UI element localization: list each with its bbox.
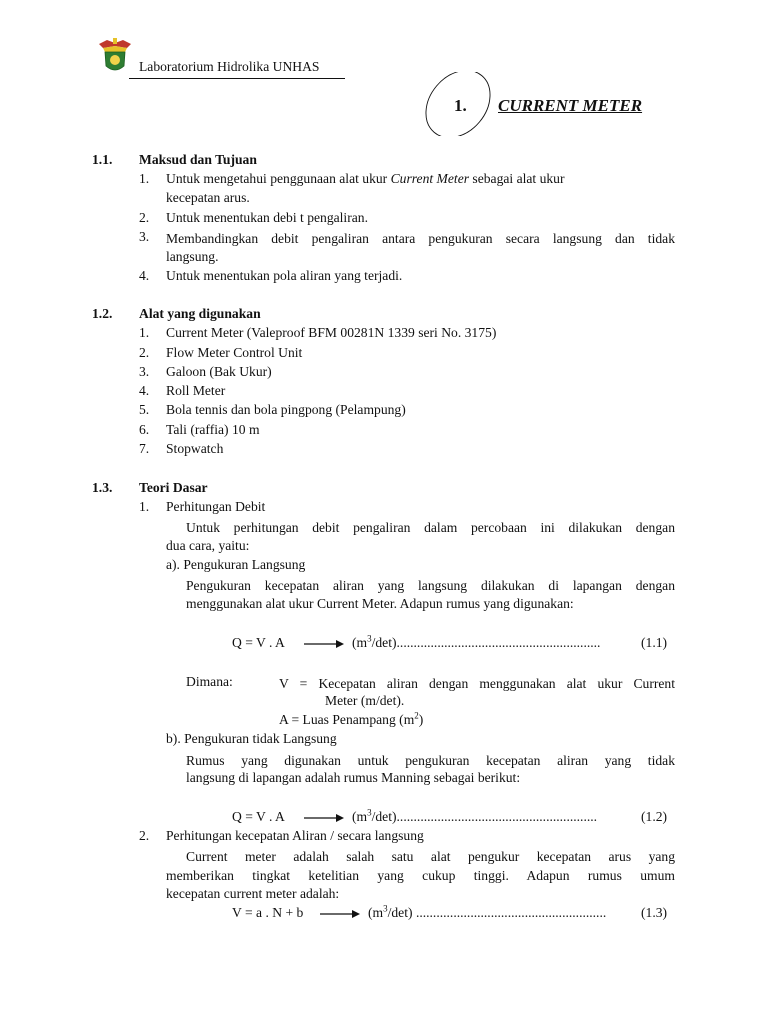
list-item-text: Stopwatch <box>166 441 224 456</box>
equation-reference: (1.1) <box>641 635 668 650</box>
list-item-number: 2. <box>139 210 150 225</box>
list-item-number: 1. <box>139 171 150 186</box>
section-1-1-title: Maksud dan Tujuan <box>139 152 257 167</box>
paragraph-line: Rumus yang digunakan untuk pengukuran kecepatan aliran yang tidak <box>186 753 675 768</box>
list-item-number: 6. <box>139 422 150 437</box>
list-item-number: 2. <box>139 345 150 360</box>
equation-lhs: Q = V . A <box>232 635 285 650</box>
list-item-text: Untuk menentukan debi t pengaliran. <box>166 210 368 225</box>
chapter-number: 1. <box>454 96 467 115</box>
list-item-number: 7. <box>139 441 150 456</box>
section-1-1-number: 1.1. <box>92 152 113 167</box>
paragraph-line: langsung di lapangan adalah rumus Manning sebagai berikut: <box>186 770 521 785</box>
list-item-text: Bola tennis dan bola pingpong (Pelampung) <box>166 402 406 417</box>
equation-leader-dots: ........................................................... <box>396 809 598 824</box>
subsection-a-title: a). Pengukuran Langsung <box>166 557 306 572</box>
list-item-text: Flow Meter Control Unit <box>166 345 303 360</box>
list-item-number: 1. <box>139 325 150 340</box>
list-item-text: Roll Meter <box>166 383 226 398</box>
subsection-b-title: b). Pengukuran tidak Langsung <box>166 731 337 746</box>
lab-name: Laboratorium Hidrolika UNHAS <box>139 59 320 74</box>
paragraph-line: dua cara, yaitu: <box>166 538 250 553</box>
chapter-title: CURRENT METER <box>498 96 643 115</box>
equation-unit: $(m^3/\det)$............................................................ <box>352 633 601 650</box>
list-item-number: 4. <box>139 383 150 398</box>
list-item-text: Galoon (Bak Ukur) <box>166 364 272 379</box>
equation-reference: (1.2) <box>641 809 668 824</box>
section-1-3-number: 1.3. <box>92 480 113 495</box>
paragraph-line: Pengukuran kecepatan aliran yang langsung dilakukan di lapangan dengan <box>186 578 675 593</box>
section-1-2-number: 1.2. <box>92 306 113 321</box>
list-item-text: Untuk mengetahui penggunaan alat ukur Current Meter sebagai alat ukur <box>166 171 565 186</box>
list-item-number: 2. <box>139 828 150 843</box>
list-item-text: Membandingkan debit pengaliran antara pengukuran secara langsung dan tidak <box>166 231 675 246</box>
header-underline <box>129 78 345 79</box>
paragraph-line: Current meter adalah salah satu alat pengukur kecepatan arus yang <box>186 849 675 864</box>
equation-leader-dots: ............................................................ <box>396 635 601 650</box>
paragraph-line: memberikan tingkat ketelitian yang cukup tinggi. Adapun rumus umum <box>166 868 675 883</box>
equation-lhs: V = a . N + b <box>232 905 304 920</box>
paragraph-line: Untuk perhitungan debit pengaliran dalam percobaan ini dilakukan dengan <box>186 520 675 535</box>
list-item-number: 3. <box>139 364 150 379</box>
equation-reference: (1.3) <box>641 905 668 920</box>
paragraph-line: menggunakan alat ukur Current Meter. Adapun rumus yang digunakan: <box>186 596 574 611</box>
equation-unit: $(m^3/\det)$........................................................... <box>352 807 598 824</box>
arrow-right-icon <box>304 812 344 824</box>
subsection-title: Perhitungan kecepatan Aliran / secara langsung <box>166 828 424 843</box>
arrow-right-icon <box>320 908 360 920</box>
list-item-text-cont: kecepatan arus. <box>166 190 250 205</box>
list-item-text: Tali (raffia) 10 m <box>166 422 260 437</box>
list-item-number: 3. <box>139 229 150 244</box>
arrow-right-icon <box>304 638 344 650</box>
definition-a: A = Luas Penampang $(m^2)$ <box>279 710 424 727</box>
equation-leader-dots: ........................................................ <box>415 905 607 920</box>
unhas-logo-icon <box>97 36 133 76</box>
definition-v: V = Kecepatan aliran dengan menggunakan alat ukur Current <box>279 676 675 691</box>
list-item-text-cont: langsung. <box>166 249 219 264</box>
section-1-3-title: Teori Dasar <box>139 480 208 495</box>
subsection-title: Perhitungan Debit <box>166 499 266 514</box>
equation-lhs: Q = V . A <box>232 809 285 824</box>
list-item-number: 1. <box>139 499 150 514</box>
equation-unit: $(m^3/\det)$ ........................................................ <box>368 903 607 920</box>
list-item-number: 5. <box>139 402 150 417</box>
list-item-number: 4. <box>139 268 150 283</box>
section-1-2-title: Alat yang digunakan <box>139 306 261 321</box>
list-item-text: Untuk menentukan pola aliran yang terjadi. <box>166 268 403 283</box>
definition-v-cont: Meter (m/det). <box>325 693 405 708</box>
paragraph-line: kecepatan current meter adalah: <box>166 886 340 901</box>
list-item-text: Current Meter (Valeproof BFM 00281N 1339 seri No. 3175) <box>166 325 497 340</box>
definition-label: Dimana: <box>186 674 233 689</box>
